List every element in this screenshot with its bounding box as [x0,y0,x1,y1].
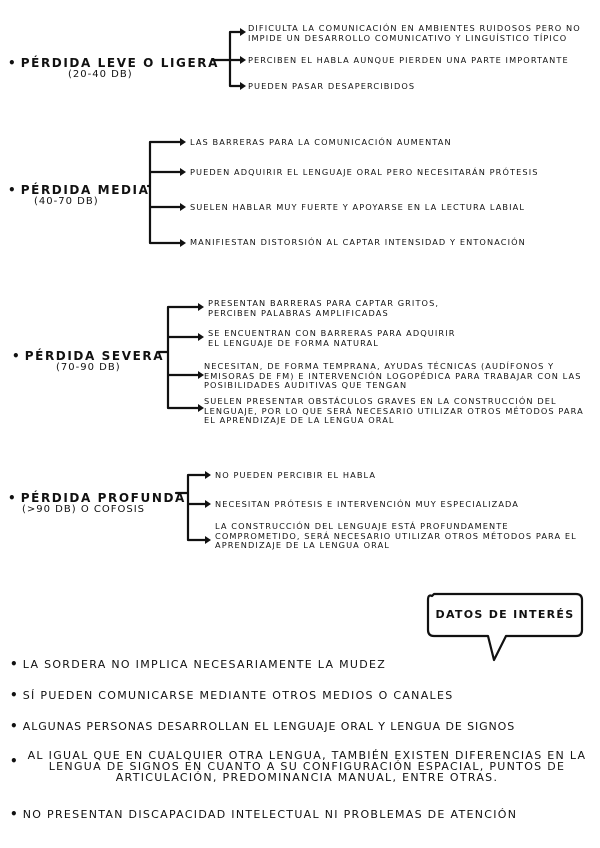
fact-text: SÍ PUEDEN COMUNICARSE MEDIANTE OTROS MEDIOS O CANALES [22,689,454,702]
bullet: • [8,183,16,197]
fact-text: LA SORDERA NO IMPLICA NECESARIAMENTE LA MUDEZ [22,658,387,671]
fact-text: ALGUNAS PERSONAS DESARROLLAN EL LENGUAJE ORAL Y LENGUA DE SIGNOS [22,720,516,733]
arrow-head [240,28,246,36]
fact-item [10,653,595,672]
arrow-head [180,138,186,146]
arrow-head [180,203,186,211]
category-item: PUEDEN ADQUIRIR EL LENGUAJE ORAL PERO NECESITARÁN PRÓTESIS [190,167,539,177]
category-item: PERCIBEN EL HABLA AUNQUE PIERDEN UNA PARTE IMPORTANTE [248,55,569,65]
arrow-head [205,500,211,508]
bullet: • [10,688,18,702]
arrow-head [198,333,204,341]
bullet: • [10,754,18,768]
category-item: PUEDEN PASAR DESAPERCIBIDOS [248,81,416,91]
arrow-head [198,303,204,311]
category-item: SE ENCUENTRAN CON BARRERAS PARA ADQUIRIR EL LENGUAJE DE FORMA NATURAL [208,328,456,348]
facts-bubble-label: DATOS DE INTERÉS [435,608,575,621]
bullet: • [8,491,16,505]
category-item: MANIFIESTAN DISTORSIÓN AL CAPTAR INTENSIDAD Y ENTONACIÓN [190,237,526,247]
fact-item [10,715,600,734]
category-range: (40-70 DB) [34,196,99,207]
bullet: • [10,657,18,671]
category-item: DIFICULTA LA COMUNICACIÓN EN AMBIENTES RUIDOSOS PERO NO IMPIDE UN DESARROLLO COMUNICATIVO Y LINGUÍSTICO TÍPICO [248,23,581,43]
category-range: (>90 DB) O COFOSIS [22,504,145,515]
arrow-head [240,82,246,90]
category-item: SUELEN HABLAR MUY FUERTE Y APOYARSE EN LA LECTURA LABIAL [190,202,526,212]
category-item: PRESENTAN BARRERAS PARA CAPTAR GRITOS, PERCIBEN PALABRAS AMPLIFICADAS [208,298,440,318]
bullet: • [12,349,20,363]
category-item: SUELEN PRESENTAR OBSTÁCULOS GRAVES EN LA CONSTRUCCIÓN DEL LENGUAJE, POR LO QUE SERÁ NECESARIO UTILIZAR OTROS MÉTODOS PARA EL APRENDIZAJE DE LA LENGUA ORAL [204,396,584,425]
category-item: NECESITAN PRÓTESIS E INTERVENCIÓN MUY ESPECIALIZADA [215,499,520,509]
arrow-head [205,471,211,479]
category-item: LAS BARRERAS PARA LA COMUNICACIÓN AUMENTAN [190,137,452,147]
category-item: LA CONSTRUCCIÓN DEL LENGUAJE ESTÁ PROFUNDAMENTE COMPROMETIDO, SERÁ NECESARIO UTILIZAR OTROS MÉTODOS PARA EL APRENDIZAJE DE LA LENGUA ORAL [215,521,577,550]
fact-item [10,803,595,822]
arrow-head [240,56,246,64]
category-range: (70-90 DB) [56,362,121,373]
arrow-head [205,536,211,544]
bullet: • [10,719,18,733]
category-title: PÉRDIDA LEVE O LIGERA [20,56,220,70]
bullet: • [10,807,18,821]
bracket-profunda [176,475,205,540]
category-title: PÉRDIDA MEDIA [20,183,150,197]
category-title: PÉRDIDA PROFUNDA [20,491,186,505]
arrow-head [180,239,186,247]
fact-item [10,684,595,703]
category-item: NECESITAN, DE FORMA TEMPRANA, AYUDAS TÉCNICAS (AUDÍFONOS Y EMISORAS DE FM) E INTERVENCIÓN LOGOPÉDICA PARA TRABAJAR CON LAS POSIBILIDADES AUDITIVAS QUE TENGAN [204,361,582,390]
fact-text: NO PRESENTAN DISCAPACIDAD INTELECTUAL NI PROBLEMAS DE ATENCIÓN [22,808,518,821]
bullet: • [8,56,16,70]
arrow-head [180,168,186,176]
fact-text: AL IGUAL QUE EN CUALQUIER OTRA LENGUA, TAMBIÉN EXISTEN DIFERENCIAS EN LA LENGUA DE SIGNOS EN CUANTO A SU CONFIGURACIÓN ESPACIAL, PUNTOS DE ARTICULACIÓN, PREDOMINANCIA MANUAL, ENTRE OTRAS. [27,749,587,784]
bracket-media [148,142,180,243]
category-range: (20-40 DB) [68,69,133,80]
speech-bubble [428,594,582,660]
category-title: PÉRDIDA SEVERA [24,349,165,363]
category-item: NO PUEDEN PERCIBIR EL HABLA [215,470,377,480]
